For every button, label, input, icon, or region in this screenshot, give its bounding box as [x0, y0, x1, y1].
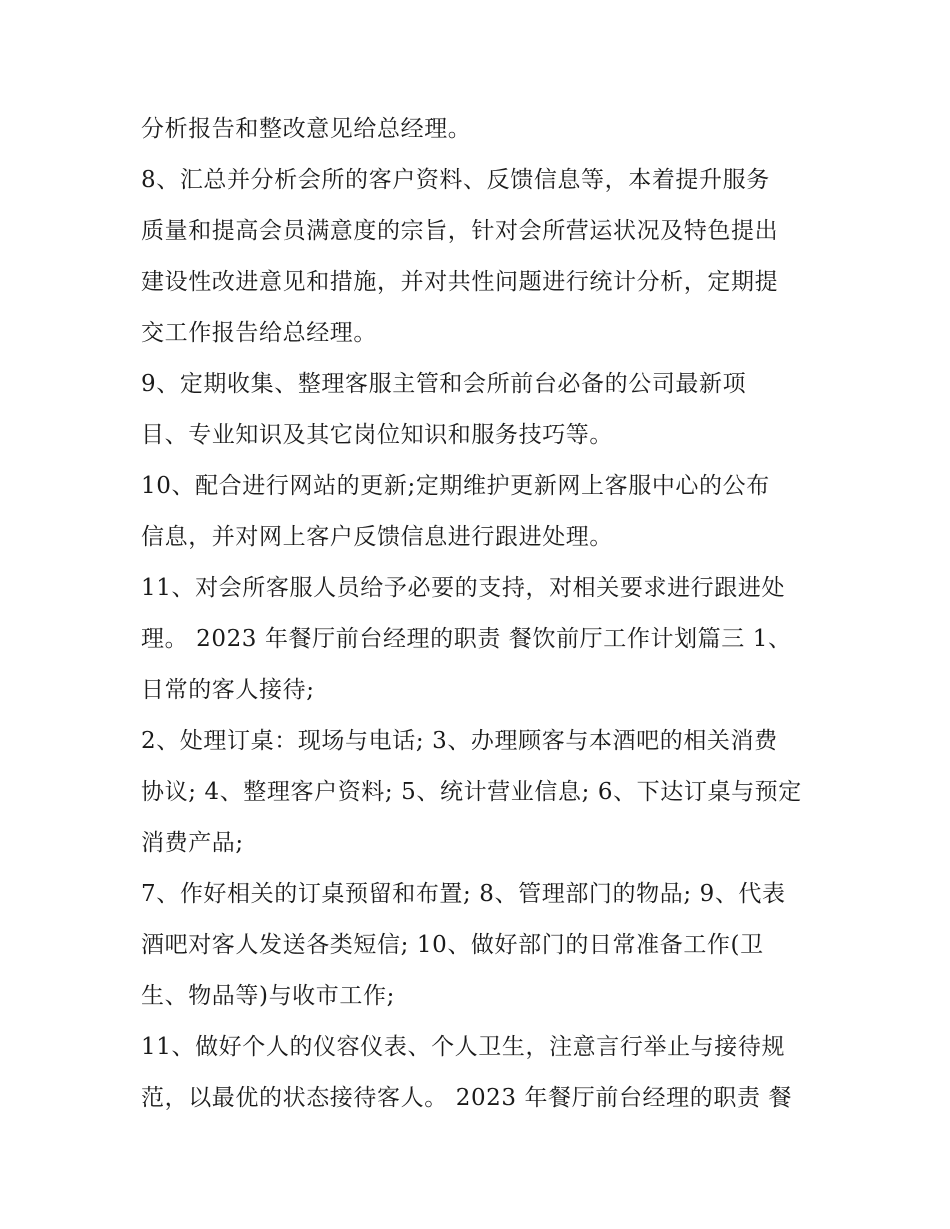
text-line: 协议; 4、整理客户资料; 5、统计营业信息; 6、下达订桌与预定 [141, 779, 802, 805]
text-line: 理。 2023 年餐厅前台经理的职责 餐饮前厅工作计划篇三 1、 [141, 626, 792, 652]
text-line: 11、做好个人的仪容仪表、个人卫生，注意言行举止与接待规 [141, 1034, 786, 1060]
text-line: 质量和提高会员满意度的宗旨，针对会所营运状况及特色提出 [141, 218, 779, 244]
text-line: 日常的客人接待; [141, 677, 315, 703]
text-line: 11、对会所客服人员给予必要的支持，对相关要求进行跟进处 [141, 575, 786, 601]
text-line: 目、专业知识及其它岗位知识和服务技巧等。 [141, 422, 613, 448]
text-line: 2、处理订桌：现场与电话; 3、办理顾客与本酒吧的相关消费 [141, 728, 778, 754]
text-line: 建设性改进意见和措施，并对共性问题进行统计分析，定期提 [141, 269, 779, 295]
text-line: 10、配合进行网站的更新;定期维护更新网上客服中心的公布 [141, 473, 770, 499]
document-body [141, 104, 841, 1124]
text-line: 酒吧对客人发送各类短信; 10、做好部门的日常准备工作(卫 [141, 932, 764, 958]
text-line: 9、定期收集、整理客服主管和会所前台必备的公司最新项 [141, 371, 747, 397]
text-line: 交工作报告给总经理。 [141, 320, 377, 346]
text-line: 7、作好相关的订桌预留和布置; 8、管理部门的物品; 9、代表 [141, 881, 786, 907]
text-line: 分析报告和整改意见给总经理。 [141, 116, 472, 142]
text-line: 消费产品; [141, 830, 244, 856]
text-line: 信息，并对网上客户反馈信息进行跟进处理。 [141, 524, 613, 550]
text-line: 生、物品等)与收市工作; [141, 983, 395, 1009]
text-line: 范，以最优的状态接待客人。 2023 年餐厅前台经理的职责 餐 [141, 1085, 793, 1111]
text-line: 8、汇总并分析会所的客户资料、反馈信息等，本着提升服务 [141, 167, 770, 193]
